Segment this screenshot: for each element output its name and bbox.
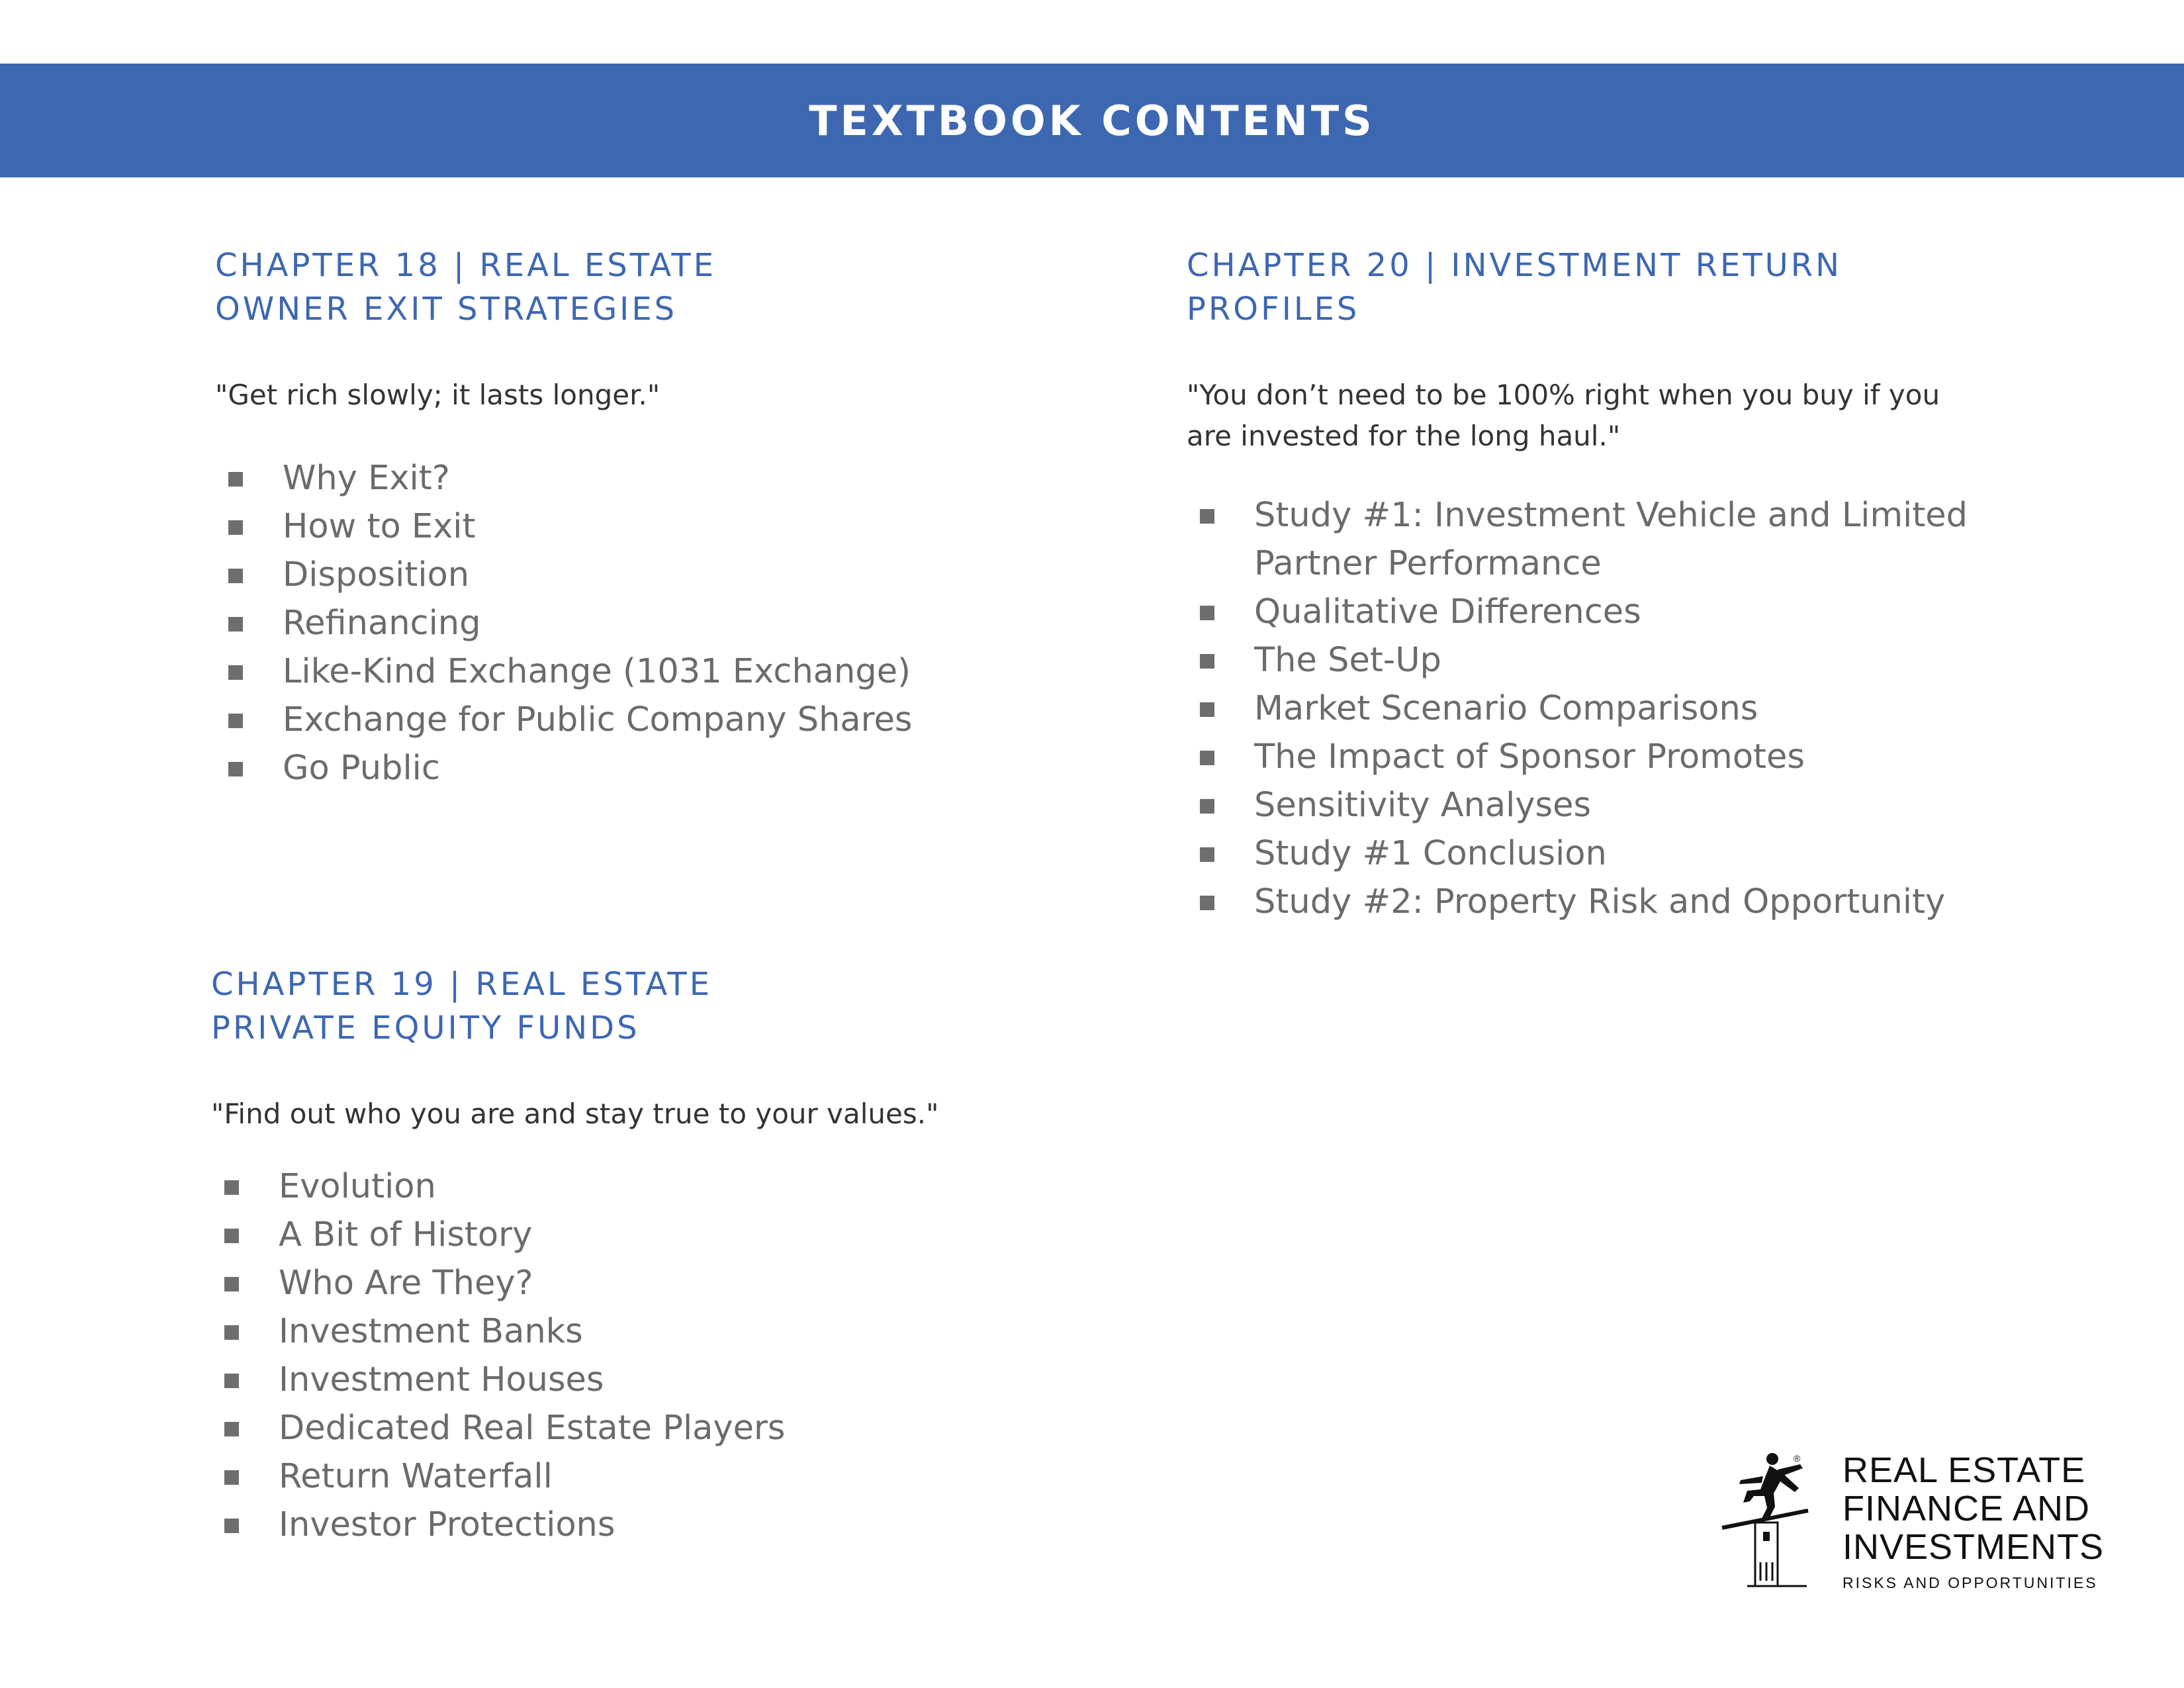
topic-item	[1187, 878, 2113, 926]
topic-item	[215, 502, 1075, 551]
square-bullet-icon	[228, 617, 243, 632]
logo-line: FINANCE AND	[1843, 1489, 2091, 1528]
topic-item	[1187, 588, 2113, 636]
topic-item	[1187, 781, 2113, 829]
chapter-title-line: CHAPTER 18 | REAL ESTATE	[215, 247, 717, 284]
topic-label-line: Study #1 Conclusion	[1254, 834, 1607, 873]
square-bullet-icon	[224, 1180, 239, 1195]
topic-label	[283, 696, 1075, 744]
topic-item	[1187, 829, 2113, 878]
topic-item	[211, 1259, 1071, 1307]
chapter-title-line: PRIVATE EQUITY FUNDS	[211, 1009, 640, 1047]
topic-label-line: Investment Houses	[279, 1360, 604, 1399]
topic-label-line: Study #1: Investment Vehicle and Limited	[1254, 496, 1968, 535]
square-bullet-icon	[1200, 509, 1214, 524]
square-bullet-icon	[1200, 799, 1214, 814]
topic-item	[211, 1404, 1071, 1452]
topic-label-line: Investor Protections	[279, 1505, 615, 1544]
topic-label	[1254, 829, 2113, 878]
topic-label-line: Refinancing	[283, 604, 481, 643]
topic-label	[1254, 878, 2113, 926]
square-bullet-icon	[224, 1374, 239, 1388]
square-bullet-icon	[1200, 896, 1214, 910]
topic-item	[215, 696, 1075, 744]
topic-item	[211, 1356, 1071, 1404]
topic-item	[1187, 733, 2113, 781]
topic-label	[283, 454, 1075, 502]
square-bullet-icon	[224, 1229, 239, 1243]
square-bullet-icon	[224, 1422, 239, 1436]
topic-label-line: A Bit of History	[279, 1215, 533, 1254]
topic-label-line: Partner Performance	[1254, 544, 1602, 583]
square-bullet-icon	[1200, 606, 1214, 620]
publisher-logo	[1721, 1450, 2105, 1595]
topic-label	[279, 1162, 1071, 1211]
topic-label	[283, 744, 1075, 792]
logo-tagline: RISKS AND OPPORTUNITIES	[1843, 1574, 2098, 1591]
topic-item	[1187, 636, 2113, 684]
topic-item	[215, 551, 1075, 599]
topic-label	[1254, 684, 2113, 733]
topic-label-line: The Impact of Sponsor Promotes	[1254, 737, 1805, 776]
square-bullet-icon	[1200, 847, 1214, 862]
topic-label-line: The Set-Up	[1254, 641, 1441, 680]
chapter-title-line: CHAPTER 19 | REAL ESTATE	[211, 966, 713, 1003]
topic-label	[279, 1356, 1071, 1404]
quote-line: "You don’t need to be 100% right when you buy if you	[1187, 379, 1940, 411]
topic-label	[279, 1404, 1071, 1452]
logo-line: INVESTMENTS	[1843, 1527, 2105, 1567]
topic-label	[1254, 636, 2113, 684]
chapter-quote	[211, 1094, 1071, 1135]
square-bullet-icon	[1200, 654, 1214, 669]
topic-label-line: Exchange for Public Company Shares	[283, 700, 913, 739]
page-title: TEXTBOOK CONTENTS	[809, 96, 1375, 145]
topic-item	[1187, 491, 2113, 588]
quote-line: "Find out who you are and stay true to your values."	[211, 1098, 939, 1130]
topic-label	[279, 1259, 1071, 1307]
topic-label-line: Dedicated Real Estate Players	[279, 1409, 786, 1448]
square-bullet-icon	[224, 1325, 239, 1340]
topic-label-line: Market Scenario Comparisons	[1254, 689, 1758, 728]
topic-item	[215, 454, 1075, 502]
topic-label	[279, 1211, 1071, 1259]
topic-label	[279, 1501, 1071, 1549]
topic-label-line: Evolution	[279, 1167, 436, 1206]
quote-line: "Get rich slowly; it lasts longer."	[215, 379, 660, 411]
square-bullet-icon	[1200, 702, 1214, 717]
topic-label	[279, 1452, 1071, 1501]
square-bullet-icon	[228, 569, 243, 583]
chapter-title	[215, 244, 1075, 331]
topic-label-line: Return Waterfall	[279, 1457, 553, 1496]
topic-item	[211, 1211, 1071, 1259]
square-bullet-icon	[224, 1519, 239, 1533]
topic-item	[211, 1162, 1071, 1211]
topic-item	[211, 1452, 1071, 1501]
topic-label	[283, 599, 1075, 647]
topic-label-line: Go Public	[283, 749, 440, 788]
chapter-title	[211, 962, 1071, 1050]
topic-label-line: Who Are They?	[279, 1264, 533, 1303]
topic-item	[215, 647, 1075, 696]
logo-line: REAL ESTATE	[1843, 1450, 2086, 1490]
topic-label	[1254, 781, 2113, 829]
topic-label-line: Disposition	[283, 555, 470, 594]
square-bullet-icon	[224, 1470, 239, 1485]
topic-label	[1254, 491, 2113, 588]
quote-line: are invested for the long haul."	[1187, 420, 1621, 452]
registered-mark: ®	[1794, 1453, 1801, 1464]
topic-label-line: How to Exit	[283, 507, 476, 546]
logo-wordmark	[1843, 1451, 2104, 1592]
square-bullet-icon	[228, 762, 243, 776]
topic-list	[1187, 491, 2113, 926]
topic-label-line: Why Exit?	[283, 459, 450, 498]
topic-label-line: Investment Banks	[279, 1312, 583, 1351]
square-bullet-icon	[228, 714, 243, 728]
chapter-quote	[1187, 375, 2113, 457]
chapter-quote	[215, 375, 1075, 416]
topic-item	[215, 599, 1075, 647]
chapter-19-section	[211, 962, 1071, 1549]
chapter-title-line: OWNER EXIT STRATEGIES	[215, 291, 678, 328]
topic-item	[211, 1307, 1071, 1356]
topic-label	[283, 502, 1075, 551]
square-bullet-icon	[1200, 751, 1214, 765]
topic-label	[1254, 733, 2113, 781]
topic-label	[1254, 588, 2113, 636]
topic-item	[215, 744, 1075, 792]
topic-item	[211, 1501, 1071, 1549]
figure-on-building-logo-icon	[1721, 1450, 1820, 1595]
topic-label	[279, 1307, 1071, 1356]
topic-label-line: Qualitative Differences	[1254, 592, 1641, 632]
topic-label-line: Sensitivity Analyses	[1254, 786, 1592, 825]
square-bullet-icon	[224, 1277, 239, 1291]
square-bullet-icon	[228, 472, 243, 487]
topic-label	[283, 551, 1075, 599]
topic-label-line: Like-Kind Exchange (1031 Exchange)	[283, 652, 911, 691]
topic-list	[211, 1162, 1071, 1549]
header-banner	[0, 64, 2184, 177]
square-bullet-icon	[228, 520, 243, 535]
chapter-title-line: PROFILES	[1187, 291, 1360, 328]
chapter-18-section	[215, 244, 1075, 792]
topic-item	[1187, 684, 2113, 733]
chapter-title-line: CHAPTER 20 | INVESTMENT RETURN	[1187, 247, 1843, 284]
topic-label-line: Study #2: Property Risk and Opportunity	[1254, 882, 1946, 921]
chapter-title	[1187, 244, 2113, 331]
square-bullet-icon	[228, 665, 243, 680]
chapter-20-section	[1187, 244, 2113, 926]
topic-list	[215, 454, 1075, 792]
topic-label	[283, 647, 1075, 696]
